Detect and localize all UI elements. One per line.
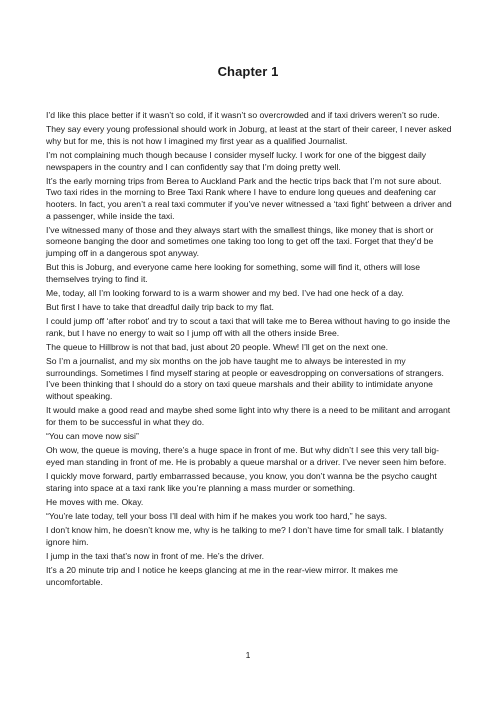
- paragraph: They say every young professional should work in Joburg, at least at the start of their career, I never asked why but for me, this is not how I imagined my first year as a qualified Journalist.: [46, 124, 452, 146]
- paragraph: The queue to Hillbrow is not that bad, just about 20 people. Whew! I’ll get on the next one.: [46, 342, 389, 353]
- paragraph: I quickly move forward, partly embarrassed because, you know, you don’t wanna be the psycho caught staring into space at a taxi rank like you’re planning a mass murder or something.: [46, 470, 437, 493]
- paragraph: I’ve witnessed many of those and they always start with the smallest things, like money that is short or someone banging the door and sometimes one taking too long to get off the taxi. Forget that they’d be jumping off in a dangerous spot anyway.: [46, 224, 434, 258]
- paragraph: It would make a good read and maybe shed some light into why there is a need to be militant and arrogant for them to be successful in what they do.: [46, 405, 451, 427]
- paragraph: I’d like this place better if it wasn’t so cold, if it wasn’t so overcrowded and if taxi drivers weren’t so rude.: [46, 110, 440, 120]
- paragraph: So I’m a journalist, and my six months on the job have taught me to always be interested in my surroundings. Sometimes I find myself staring at people or eavesdropping on conversations of strangers. I’ve been thinking that I should do a story on taxi queue marshals and their ability to intimidate anyone without speaking.: [46, 356, 444, 401]
- paragraph: I don’t know him, he doesn’t know me, why is he talking to me? I don’t have time for small talk. I blatantly ignore him.: [46, 525, 444, 547]
- page-number: 1: [245, 650, 251, 660]
- chapter-title: Chapter 1: [217, 64, 279, 79]
- paragraph: I could jump off ‘after robot’ and try to scout a taxi that will take me to Berea without having to go inside the rank, but I have no energy to wait so I jump off with all the others inside Bree.: [46, 316, 451, 338]
- paragraph: But first I have to take that dreadful daily trip back to my flat.: [46, 302, 274, 313]
- paragraph: Oh wow, the queue is moving, there’s a huge space in front of me. But why didn’t I see this very tall big-eyed man standing in front of me. He is probably a queue marshal or a driver. I’ve never seen him before.: [46, 445, 447, 467]
- paragraph: He moves with me. Okay.: [46, 496, 144, 507]
- paragraph: It’s the early morning trips from Berea to Auckland Park and the hectic trips back that I’m not sure about. Two taxi rides in the morning to Bree Taxi Rank where I have to endure long queues and deafening car hooters. In fact, you aren’t a real taxi commuter if you’ve never witnessed a ‘taxi fight’ between a driver and a passenger, while inside the taxi.: [46, 175, 452, 221]
- paragraph: I jump in the taxi that’s now in front of me. He’s the driver.: [46, 550, 264, 561]
- chapter-body: [46, 110, 454, 591]
- paragraph: It’s a 20 minute trip and I notice he keeps glancing at me in the rear-view mirror. It makes me uncomfortable.: [46, 565, 398, 587]
- paragraph: But this is Joburg, and everyone came here looking for something, some will find it, others will lose themselves trying to find it.: [46, 262, 421, 284]
- paragraph: “You’re late today, tell your boss I’ll deal with him if he makes you work too hard,” he says.: [46, 510, 388, 521]
- paragraph: I’m not complaining much though because I consider myself lucky. I work for one of the biggest daily newspapers in the country and I can confidently say that I’m doing pretty well.: [46, 149, 427, 172]
- paragraph: Me, today, all I’m looking forward to is a warm shower and my bed. I’ve had one heck of a day.: [46, 287, 404, 298]
- paragraph: “You can move now sisi”: [46, 430, 139, 441]
